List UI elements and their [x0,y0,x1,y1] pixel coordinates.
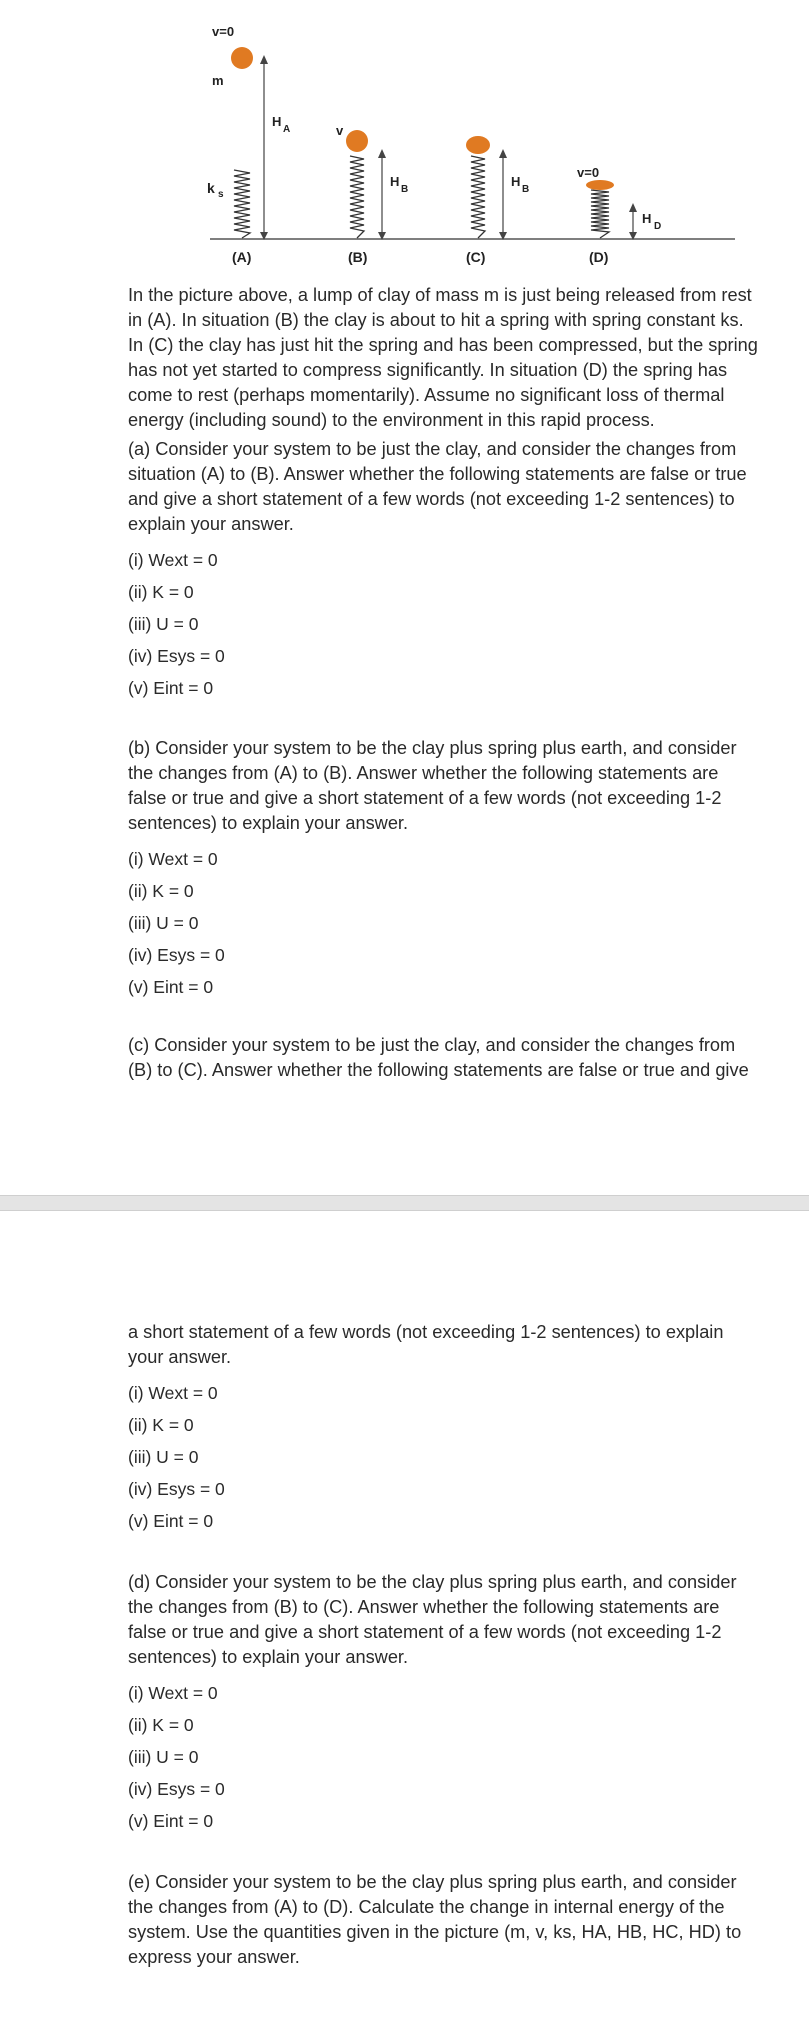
hb-arrow-b-head-up [378,149,386,158]
clay-ball-a [231,47,253,69]
part-d-statements [128,1682,758,1832]
statement-item: (iii) U = 0 [128,1747,199,1767]
statement-item: (iii) U = 0 [128,614,199,634]
label-hb-b: H [390,174,400,189]
part-a-prompt: (a) Consider your system to be just the clay, and consider the changes from situation (A) to (B). Answer whether the following statements are false or true and give a short statement of a few words (not exceeding 1-2 sentences) to explain your answer. [128,439,747,534]
label-hb-b-sub: B [401,184,409,195]
statement-item: (i) Wext = 0 [128,849,218,869]
clay-spring-diagram [0,0,809,270]
label-v: v [336,123,344,138]
label-ha-sub: A [283,124,291,135]
label-m: m [212,73,224,88]
spring-d [591,190,609,238]
part-c-prompt-bottom: a short statement of a few words (not exceeding 1-2 sentences) to explain your answer. [128,1322,724,1367]
statement-item: (v) Eint = 0 [128,977,214,997]
label-situation-d: (D) [589,249,609,265]
clay-ball-d [586,180,614,190]
part-b-statements [128,848,758,998]
page-divider [0,1195,809,1211]
label-hd: H [642,211,652,226]
part-a-statements [128,549,758,699]
statement-item: (v) Eint = 0 [128,678,214,698]
label-v0-d: v=0 [577,165,600,180]
physics-figure [0,0,809,270]
label-situation-c: (C) [466,249,486,265]
part-c-statements [128,1382,758,1532]
part-c-top [128,1033,758,1083]
part-e-prompt: (e) Consider your system to be the clay plus spring plus earth, and consider the changes from (A) to (D). Calculate the change in internal energy of the system. Use the quantities given in the picture (m, v, ks, HA, HB, HC, HD) to express your answer. [128,1872,742,1967]
part-b [128,736,758,1008]
statement-item: (iv) Esys = 0 [128,1479,225,1499]
intro-paragraph [128,283,758,433]
statement-item: (iii) U = 0 [128,1447,199,1467]
statement-item: (ii) K = 0 [128,1715,194,1735]
spring-c [471,156,485,238]
label-situation-a: (A) [232,249,252,265]
label-hb-c-sub: B [522,184,530,195]
statement-item: (ii) K = 0 [128,881,194,901]
statement-item: (iii) U = 0 [128,913,199,933]
statement-item: (v) Eint = 0 [128,1511,214,1531]
statement-item: (ii) K = 0 [128,1415,194,1435]
ha-arrow-head-up [260,55,268,64]
part-c-prompt-top: (c) Consider your system to be just the clay, and consider the changes from (B) to (C). Answer whether the following statements are false or true and give [128,1035,749,1080]
part-b-prompt: (b) Consider your system to be the clay plus spring plus earth, and consider the changes from (A) to (B). Answer whether the following statements are false or true and give a short statement of a few words (not exceeding 1-2 sentences) to explain your answer. [128,738,737,833]
statement-item: (i) Wext = 0 [128,550,218,570]
statement-item: (iv) Esys = 0 [128,945,225,965]
statement-item: (v) Eint = 0 [128,1811,214,1831]
label-ha: H [272,114,282,129]
spring-b [350,156,364,238]
statement-item: (iv) Esys = 0 [128,646,225,666]
part-e [128,1870,758,1970]
part-d-prompt: (d) Consider your system to be the clay plus spring plus earth, and consider the changes from (B) to (C). Answer whether the following statements are false or true and give a short statement of a few words (not exceeding 1-2 sentences) to explain your answer. [128,1572,737,1667]
part-c-bottom [128,1320,758,1542]
clay-ball-c [466,136,490,154]
spring-a [234,170,250,238]
clay-ball-b [346,130,368,152]
part-d [128,1570,758,1842]
statement-item: (i) Wext = 0 [128,1683,218,1703]
label-v0-top: v=0 [212,24,235,39]
statement-item: (i) Wext = 0 [128,1383,218,1403]
hd-arrow-head-up [629,203,637,212]
label-hd-sub: D [654,221,662,232]
part-a [128,437,758,709]
label-k-sub: s [218,189,224,200]
label-situation-b: (B) [348,249,368,265]
label-k: k [207,180,215,196]
hb-arrow-c-head-up [499,149,507,158]
label-hb-c: H [511,174,521,189]
intro-text: In the picture above, a lump of clay of mass m is just being released from rest in (A). In situation (B) the clay is about to hit a spring with spring constant ks. In (C) the clay has just hit the spring and has been compressed, but the spring has not yet started to compress significantly. In situation (D) the spring has come to rest (perhaps momentarily). Assume no significant loss of thermal energy (including sound) to the environment in this rapid process. [128,285,758,430]
statement-item: (iv) Esys = 0 [128,1779,225,1799]
statement-item: (ii) K = 0 [128,582,194,602]
